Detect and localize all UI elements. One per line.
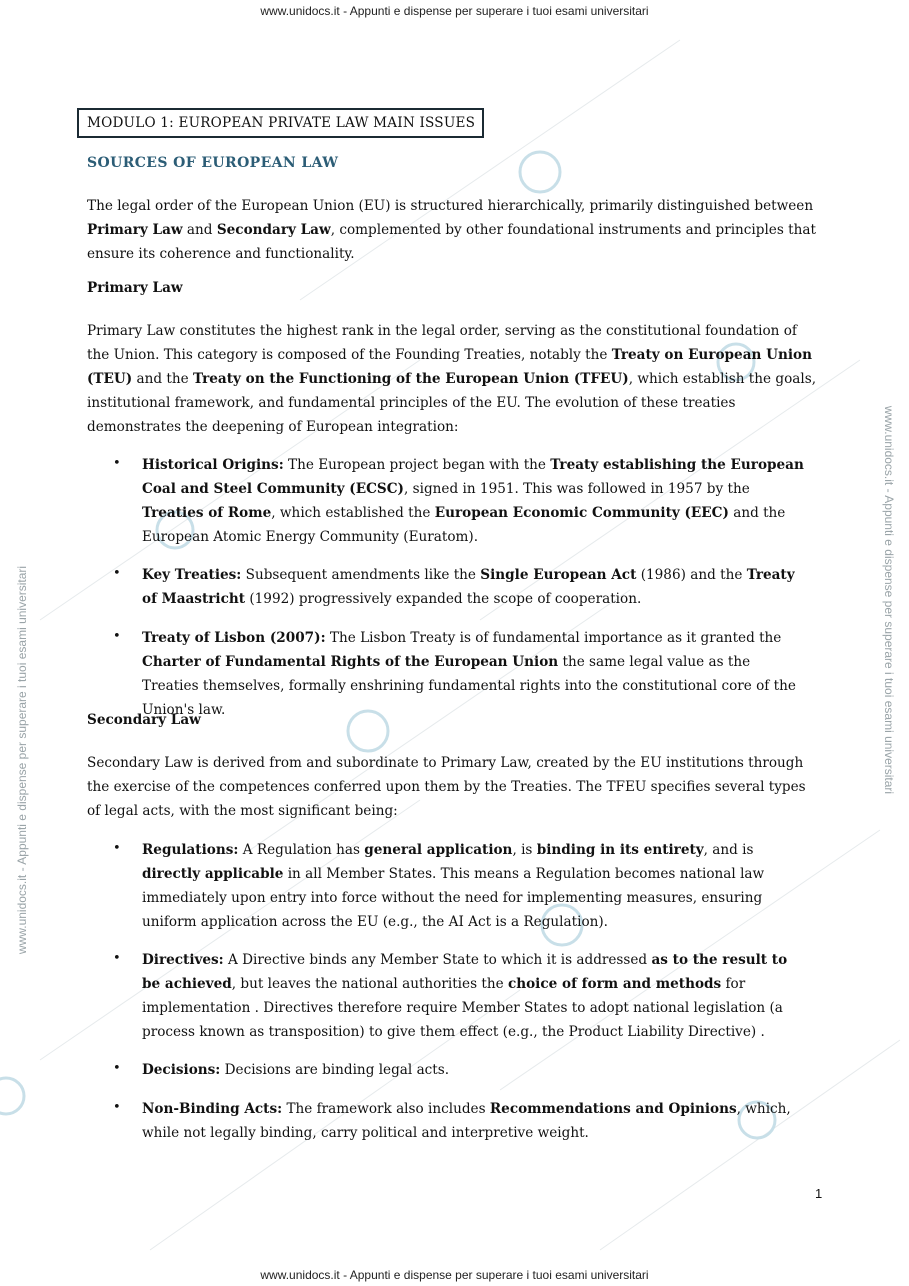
list-item-non-binding-acts: Non-Binding Acts: The framework also includes Recommendations and Opinions, which, while not legally binding, carry political and interpretive weight. bbox=[142, 1101, 791, 1141]
watermark-side-right: www.unidocs.it - Appunti e dispense per superare i tuoi esami universitari bbox=[882, 405, 896, 795]
bullet-marker: • bbox=[113, 1100, 121, 1115]
primary-law-paragraph: Primary Law constitutes the highest rank in the legal order, serving as the constitutional foundation of the Union. This category is composed of the Founding Treaties, notably the Treaty on European Union (TEU) and the Treaty on the Functioning of the European Union (TFEU), which establish the goals, institutional framework, and fundamental principles of the EU. The evolution of these treaties demonstrates the deepening of European integration: bbox=[87, 323, 817, 435]
secondary-law-heading: Secondary Law bbox=[87, 712, 201, 728]
page-number: 1 bbox=[815, 1186, 823, 1201]
bullet-marker: • bbox=[113, 841, 121, 856]
bullet-marker: • bbox=[113, 1061, 121, 1076]
section-title: SOURCES OF EUROPEAN LAW bbox=[87, 155, 339, 171]
watermark-header: www.unidocs.it - Appunti e dispense per superare i tuoi esami universitari bbox=[260, 4, 649, 18]
bullet-marker: • bbox=[113, 456, 121, 471]
list-item-regulations: Regulations: A Regulation has general application, is binding in its entirety, and is directly applicable in all Member States. This means a Regulation becomes national law immediately upon entry into force without the need for implementing measures, ensuring uniform application across the EU (e.g., the AI Act is a Regulation). bbox=[142, 842, 765, 930]
intro-paragraph: The legal order of the European Union (EU) is structured hierarchically, primarily distinguished between Primary Law and Secondary Law, complemented by other foundational instruments and principles that ensure its coherence and functionality. bbox=[87, 198, 816, 262]
bullet-marker: • bbox=[113, 629, 121, 644]
bullet-marker: • bbox=[113, 951, 121, 966]
list-item-directives: Directives: A Directive binds any Member State to which it is addressed as to the result to be achieved, but leaves the national authorities the choice of form and methods for implementation . Directives therefore require Member States to adopt national legislation (a process known as transposition) to give them effect (e.g., the Product Liability Directive) . bbox=[142, 952, 788, 1040]
list-item-decisions: Decisions: Decisions are binding legal acts. bbox=[142, 1062, 450, 1078]
list-item-historical-origins: Historical Origins: The European project began with the Treaty establishing the European Coal and Steel Community (ECSC), signed in 1951. This was followed in 1957 by the Treaties of Rome, which established the European Economic Community (EEC) and the European Atomic Energy Community (Euratom). bbox=[142, 457, 804, 545]
list-item-treaty-of-lisbon: Treaty of Lisbon (2007): The Lisbon Treaty is of fundamental importance as it granted the Charter of Fundamental Rights of the European Union the same legal value as the Treaties themselves, formally enshrining fundamental rights into the constitutional core of the Union's law. bbox=[142, 630, 796, 718]
primary-law-heading: Primary Law bbox=[87, 280, 183, 296]
module-title: MODULO 1: EUROPEAN PRIVATE LAW MAIN ISSUES bbox=[87, 115, 476, 131]
list-item-key-treaties: Key Treaties: Subsequent amendments like the Single European Act (1986) and the Treaty of Maastricht (1992) progressively expanded the scope of cooperation. bbox=[142, 567, 795, 607]
watermark-footer: www.unidocs.it - Appunti e dispense per superare i tuoi esami universitari bbox=[260, 1268, 649, 1282]
bullet-marker: • bbox=[113, 566, 121, 581]
secondary-law-paragraph: Secondary Law is derived from and subordinate to Primary Law, created by the EU institutions through the exercise of the competences conferred upon them by the Treaties. The TFEU specifies several types of legal acts, with the most significant being: bbox=[87, 755, 806, 819]
watermark-side-left: www.unidocs.it - Appunti e dispense per superare i tuoi esami universitari bbox=[15, 565, 29, 955]
